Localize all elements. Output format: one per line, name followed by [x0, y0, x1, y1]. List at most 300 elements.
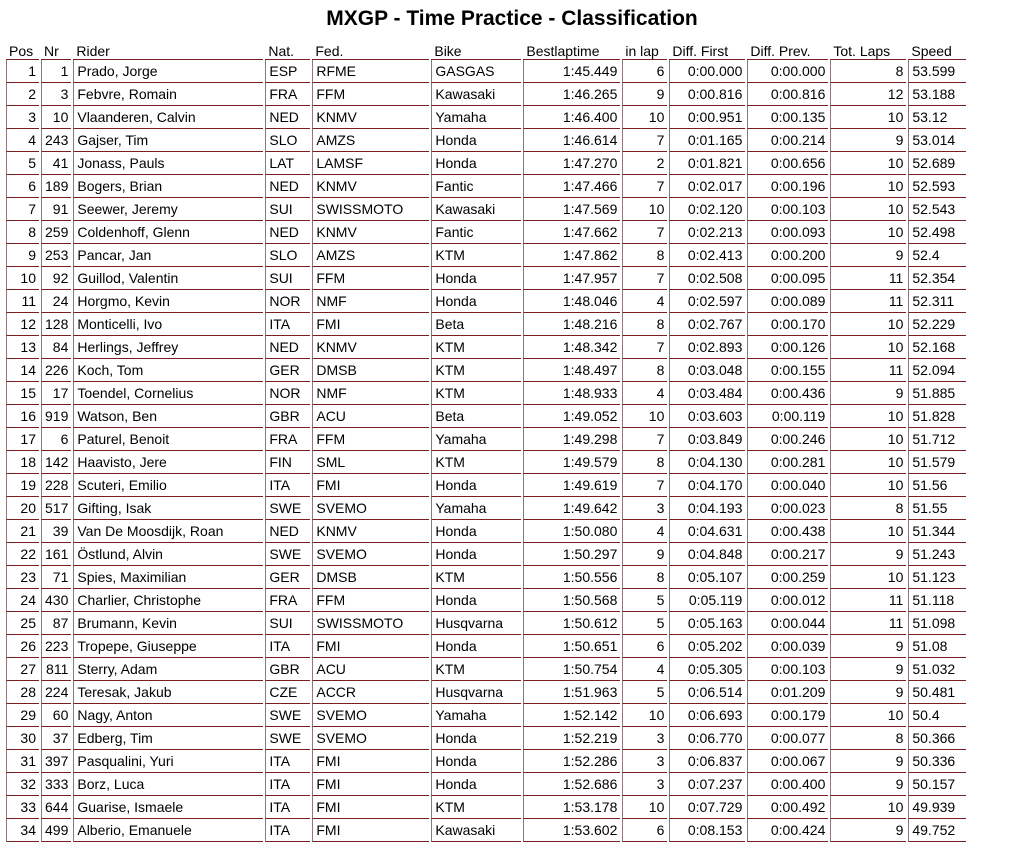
cell-in-lap: 4	[622, 658, 667, 681]
table-row	[6, 704, 966, 727]
cell-bestlaptime: 1:52.219	[523, 727, 620, 750]
table-row	[6, 60, 966, 83]
cell-rider: Haavisto, Jere	[73, 451, 263, 474]
cell-speed: 49.752	[908, 819, 966, 842]
cell-bike: Yamaha	[431, 428, 521, 451]
cell-pos: 23	[6, 566, 39, 589]
cell-nr: 84	[41, 336, 71, 359]
cell-rider: Tropepe, Giuseppe	[73, 635, 263, 658]
cell-diff-prev: 0:00.095	[747, 267, 828, 290]
table-row	[6, 428, 966, 451]
cell-bestlaptime: 1:52.286	[523, 750, 620, 773]
cell-nr: 37	[41, 727, 71, 750]
cell-bestlaptime: 1:49.579	[523, 451, 620, 474]
cell-bike: Honda	[431, 727, 521, 750]
cell-pos: 16	[6, 405, 39, 428]
cell-diff-first: 0:01.165	[669, 129, 745, 152]
cell-bike: Kawasaki	[431, 198, 521, 221]
cell-fed: DMSB	[312, 359, 429, 382]
cell-pos: 22	[6, 543, 39, 566]
cell-rider: Vlaanderen, Calvin	[73, 106, 263, 129]
cell-diff-first: 0:05.163	[669, 612, 745, 635]
cell-nr: 253	[41, 244, 71, 267]
cell-in-lap: 3	[622, 727, 667, 750]
cell-tot-laps: 9	[830, 819, 906, 842]
cell-diff-prev: 0:00.246	[747, 428, 828, 451]
cell-bestlaptime: 1:49.298	[523, 428, 620, 451]
cell-in-lap: 4	[622, 382, 667, 405]
cell-speed: 51.123	[908, 566, 966, 589]
cell-pos: 11	[6, 290, 39, 313]
cell-nr: 91	[41, 198, 71, 221]
cell-diff-prev: 0:00.000	[747, 60, 828, 83]
cell-speed: 52.4	[908, 244, 966, 267]
cell-pos: 20	[6, 497, 39, 520]
cell-rider: Teresak, Jakub	[73, 681, 263, 704]
cell-in-lap: 8	[622, 313, 667, 336]
cell-nat: ITA	[265, 796, 310, 819]
cell-speed: 52.229	[908, 313, 966, 336]
header-diff-first: Diff. First	[669, 38, 745, 60]
cell-in-lap: 3	[622, 773, 667, 796]
cell-fed: FMI	[312, 773, 429, 796]
cell-nat: ITA	[265, 773, 310, 796]
cell-bike: Kawasaki	[431, 83, 521, 106]
cell-fed: FFM	[312, 267, 429, 290]
cell-fed: FFM	[312, 83, 429, 106]
cell-diff-prev: 0:00.103	[747, 658, 828, 681]
table-row	[6, 658, 966, 681]
cell-bestlaptime: 1:49.052	[523, 405, 620, 428]
cell-rider: Coldenhoff, Glenn	[73, 221, 263, 244]
cell-bike: Beta	[431, 313, 521, 336]
cell-in-lap: 6	[622, 60, 667, 83]
header-tot-laps: Tot. Laps	[830, 38, 906, 60]
cell-diff-prev: 0:00.126	[747, 336, 828, 359]
cell-nat: FRA	[265, 428, 310, 451]
cell-diff-first: 0:05.107	[669, 566, 745, 589]
cell-in-lap: 8	[622, 244, 667, 267]
cell-nr: 644	[41, 796, 71, 819]
cell-pos: 3	[6, 106, 39, 129]
cell-fed: FMI	[312, 750, 429, 773]
classification-table	[4, 38, 968, 842]
cell-speed: 51.344	[908, 520, 966, 543]
cell-bestlaptime: 1:53.602	[523, 819, 620, 842]
cell-tot-laps: 12	[830, 83, 906, 106]
cell-bestlaptime: 1:48.933	[523, 382, 620, 405]
cell-bestlaptime: 1:47.957	[523, 267, 620, 290]
cell-bike: Honda	[431, 520, 521, 543]
cell-speed: 53.599	[908, 60, 966, 83]
cell-fed: SVEMO	[312, 497, 429, 520]
table-row	[6, 290, 966, 313]
table-row	[6, 244, 966, 267]
header-pos: Pos	[6, 38, 39, 60]
cell-nr: 1	[41, 60, 71, 83]
cell-speed: 51.08	[908, 635, 966, 658]
cell-in-lap: 8	[622, 566, 667, 589]
cell-fed: NMF	[312, 382, 429, 405]
cell-in-lap: 8	[622, 359, 667, 382]
cell-bestlaptime: 1:47.569	[523, 198, 620, 221]
cell-rider: Östlund, Alvin	[73, 543, 263, 566]
cell-pos: 30	[6, 727, 39, 750]
cell-bike: Honda	[431, 474, 521, 497]
cell-rider: Charlier, Christophe	[73, 589, 263, 612]
cell-speed: 52.593	[908, 175, 966, 198]
cell-diff-prev: 0:00.424	[747, 819, 828, 842]
cell-tot-laps: 10	[830, 175, 906, 198]
cell-diff-prev: 0:00.012	[747, 589, 828, 612]
cell-diff-prev: 0:00.077	[747, 727, 828, 750]
cell-rider: Sterry, Adam	[73, 658, 263, 681]
page-title: MXGP - Time Practice - Classification	[326, 7, 698, 30]
cell-bike: GASGAS	[431, 60, 521, 83]
cell-speed: 52.168	[908, 336, 966, 359]
cell-rider: Edberg, Tim	[73, 727, 263, 750]
cell-diff-prev: 0:00.103	[747, 198, 828, 221]
cell-in-lap: 10	[622, 405, 667, 428]
cell-speed: 51.118	[908, 589, 966, 612]
header-nat: Nat.	[265, 38, 310, 60]
cell-nr: 228	[41, 474, 71, 497]
cell-tot-laps: 10	[830, 336, 906, 359]
cell-nat: SLO	[265, 129, 310, 152]
cell-tot-laps: 9	[830, 773, 906, 796]
cell-bestlaptime: 1:52.142	[523, 704, 620, 727]
cell-tot-laps: 11	[830, 267, 906, 290]
cell-bestlaptime: 1:50.556	[523, 566, 620, 589]
cell-diff-prev: 0:00.135	[747, 106, 828, 129]
cell-diff-first: 0:02.413	[669, 244, 745, 267]
cell-in-lap: 4	[622, 520, 667, 543]
cell-nr: 39	[41, 520, 71, 543]
cell-in-lap: 5	[622, 589, 667, 612]
cell-diff-first: 0:05.119	[669, 589, 745, 612]
cell-in-lap: 5	[622, 681, 667, 704]
cell-fed: KNMV	[312, 175, 429, 198]
table-row	[6, 198, 966, 221]
cell-pos: 28	[6, 681, 39, 704]
cell-bike: Honda	[431, 267, 521, 290]
cell-speed: 53.188	[908, 83, 966, 106]
cell-fed: AMZS	[312, 129, 429, 152]
cell-diff-prev: 0:00.214	[747, 129, 828, 152]
cell-bike: Fantic	[431, 221, 521, 244]
cell-nr: 430	[41, 589, 71, 612]
cell-diff-prev: 0:00.436	[747, 382, 828, 405]
cell-fed: ACCR	[312, 681, 429, 704]
cell-rider: Koch, Tom	[73, 359, 263, 382]
cell-tot-laps: 8	[830, 497, 906, 520]
table-row	[6, 405, 966, 428]
cell-nat: SUI	[265, 198, 310, 221]
cell-bike: KTM	[431, 244, 521, 267]
cell-in-lap: 7	[622, 175, 667, 198]
cell-diff-first: 0:03.849	[669, 428, 745, 451]
cell-bestlaptime: 1:48.046	[523, 290, 620, 313]
cell-diff-first: 0:02.017	[669, 175, 745, 198]
cell-tot-laps: 10	[830, 198, 906, 221]
cell-bike: KTM	[431, 336, 521, 359]
cell-diff-prev: 0:00.200	[747, 244, 828, 267]
cell-bike: Honda	[431, 589, 521, 612]
cell-tot-laps: 11	[830, 359, 906, 382]
cell-fed: ACU	[312, 405, 429, 428]
cell-in-lap: 7	[622, 428, 667, 451]
table-row	[6, 566, 966, 589]
cell-rider: Monticelli, Ivo	[73, 313, 263, 336]
cell-tot-laps: 11	[830, 290, 906, 313]
cell-fed: ACU	[312, 658, 429, 681]
cell-diff-prev: 0:00.217	[747, 543, 828, 566]
cell-tot-laps: 9	[830, 129, 906, 152]
cell-bike: KTM	[431, 359, 521, 382]
cell-in-lap: 7	[622, 336, 667, 359]
cell-bestlaptime: 1:47.662	[523, 221, 620, 244]
table-row	[6, 750, 966, 773]
cell-nat: SUI	[265, 267, 310, 290]
cell-rider: Febvre, Romain	[73, 83, 263, 106]
header-fed: Fed.	[312, 38, 429, 60]
cell-tot-laps: 10	[830, 428, 906, 451]
cell-bike: Honda	[431, 635, 521, 658]
cell-nat: ESP	[265, 60, 310, 83]
cell-diff-first: 0:04.170	[669, 474, 745, 497]
cell-pos: 9	[6, 244, 39, 267]
cell-bike: Honda	[431, 290, 521, 313]
cell-in-lap: 10	[622, 704, 667, 727]
cell-speed: 51.56	[908, 474, 966, 497]
cell-tot-laps: 11	[830, 612, 906, 635]
cell-rider: Guarise, Ismaele	[73, 796, 263, 819]
cell-bike: Husqvarna	[431, 612, 521, 635]
cell-pos: 13	[6, 336, 39, 359]
cell-speed: 50.336	[908, 750, 966, 773]
cell-speed: 52.689	[908, 152, 966, 175]
cell-pos: 21	[6, 520, 39, 543]
cell-diff-first: 0:07.237	[669, 773, 745, 796]
cell-pos: 17	[6, 428, 39, 451]
cell-tot-laps: 8	[830, 60, 906, 83]
table-row	[6, 474, 966, 497]
cell-diff-prev: 0:00.281	[747, 451, 828, 474]
cell-nr: 128	[41, 313, 71, 336]
cell-pos: 15	[6, 382, 39, 405]
cell-nat: NED	[265, 175, 310, 198]
cell-bike: Honda	[431, 129, 521, 152]
cell-speed: 52.354	[908, 267, 966, 290]
cell-pos: 25	[6, 612, 39, 635]
cell-in-lap: 7	[622, 474, 667, 497]
cell-diff-first: 0:06.837	[669, 750, 745, 773]
cell-in-lap: 6	[622, 819, 667, 842]
cell-bestlaptime: 1:50.754	[523, 658, 620, 681]
cell-diff-first: 0:05.202	[669, 635, 745, 658]
cell-fed: KNMV	[312, 221, 429, 244]
cell-nat: SWE	[265, 727, 310, 750]
cell-tot-laps: 10	[830, 566, 906, 589]
cell-in-lap: 6	[622, 635, 667, 658]
cell-nat: GBR	[265, 405, 310, 428]
cell-rider: Bogers, Brian	[73, 175, 263, 198]
cell-fed: SWISSMOTO	[312, 612, 429, 635]
cell-rider: Pasqualini, Yuri	[73, 750, 263, 773]
cell-nr: 10	[41, 106, 71, 129]
cell-diff-prev: 0:00.438	[747, 520, 828, 543]
cell-diff-first: 0:07.729	[669, 796, 745, 819]
cell-diff-first: 0:03.603	[669, 405, 745, 428]
cell-nr: 87	[41, 612, 71, 635]
cell-nr: 24	[41, 290, 71, 313]
table-row	[6, 336, 966, 359]
cell-pos: 14	[6, 359, 39, 382]
cell-nr: 142	[41, 451, 71, 474]
cell-nr: 189	[41, 175, 71, 198]
cell-tot-laps: 10	[830, 704, 906, 727]
table-row	[6, 543, 966, 566]
cell-diff-first: 0:00.816	[669, 83, 745, 106]
cell-tot-laps: 10	[830, 451, 906, 474]
cell-diff-first: 0:00.000	[669, 60, 745, 83]
cell-bike: KTM	[431, 451, 521, 474]
cell-fed: AMZS	[312, 244, 429, 267]
cell-bestlaptime: 1:49.619	[523, 474, 620, 497]
cell-pos: 24	[6, 589, 39, 612]
cell-pos: 5	[6, 152, 39, 175]
cell-nat: NED	[265, 106, 310, 129]
cell-nr: 243	[41, 129, 71, 152]
cell-tot-laps: 8	[830, 727, 906, 750]
cell-fed: FFM	[312, 428, 429, 451]
cell-in-lap: 2	[622, 152, 667, 175]
cell-pos: 18	[6, 451, 39, 474]
cell-speed: 53.014	[908, 129, 966, 152]
cell-bike: KTM	[431, 658, 521, 681]
cell-rider: Alberio, Emanuele	[73, 819, 263, 842]
cell-in-lap: 10	[622, 796, 667, 819]
cell-nat: FRA	[265, 589, 310, 612]
cell-diff-first: 0:02.597	[669, 290, 745, 313]
cell-tot-laps: 10	[830, 796, 906, 819]
cell-diff-first: 0:04.631	[669, 520, 745, 543]
cell-rider: Watson, Ben	[73, 405, 263, 428]
cell-fed: SWISSMOTO	[312, 198, 429, 221]
table-row	[6, 382, 966, 405]
table-row	[6, 359, 966, 382]
cell-diff-first: 0:06.514	[669, 681, 745, 704]
table-row	[6, 497, 966, 520]
cell-rider: Nagy, Anton	[73, 704, 263, 727]
cell-nr: 224	[41, 681, 71, 704]
cell-bike: KTM	[431, 796, 521, 819]
cell-rider: Pancar, Jan	[73, 244, 263, 267]
cell-nat: GBR	[265, 658, 310, 681]
cell-diff-first: 0:05.305	[669, 658, 745, 681]
cell-pos: 31	[6, 750, 39, 773]
cell-nr: 17	[41, 382, 71, 405]
table-row	[6, 635, 966, 658]
cell-rider: Brumann, Kevin	[73, 612, 263, 635]
cell-diff-prev: 0:01.209	[747, 681, 828, 704]
cell-nr: 397	[41, 750, 71, 773]
cell-diff-prev: 0:00.040	[747, 474, 828, 497]
cell-bestlaptime: 1:50.612	[523, 612, 620, 635]
cell-pos: 6	[6, 175, 39, 198]
cell-nr: 517	[41, 497, 71, 520]
cell-bestlaptime: 1:50.568	[523, 589, 620, 612]
cell-fed: FMI	[312, 819, 429, 842]
table-row	[6, 796, 966, 819]
cell-bike: KTM	[431, 566, 521, 589]
cell-fed: KNMV	[312, 106, 429, 129]
cell-nat: ITA	[265, 474, 310, 497]
cell-speed: 51.579	[908, 451, 966, 474]
cell-bestlaptime: 1:47.466	[523, 175, 620, 198]
cell-bike: Yamaha	[431, 497, 521, 520]
cell-pos: 26	[6, 635, 39, 658]
cell-speed: 49.939	[908, 796, 966, 819]
cell-fed: LAMSF	[312, 152, 429, 175]
cell-bike: KTM	[431, 382, 521, 405]
cell-diff-prev: 0:00.044	[747, 612, 828, 635]
cell-fed: RFME	[312, 60, 429, 83]
cell-nat: ITA	[265, 635, 310, 658]
cell-diff-prev: 0:00.119	[747, 405, 828, 428]
cell-bestlaptime: 1:53.178	[523, 796, 620, 819]
cell-nat: LAT	[265, 152, 310, 175]
cell-bestlaptime: 1:48.342	[523, 336, 620, 359]
cell-in-lap: 9	[622, 543, 667, 566]
cell-speed: 51.032	[908, 658, 966, 681]
cell-nat: GER	[265, 566, 310, 589]
header-bike: Bike	[431, 38, 521, 60]
cell-bestlaptime: 1:50.651	[523, 635, 620, 658]
cell-nat: FRA	[265, 83, 310, 106]
cell-diff-first: 0:06.693	[669, 704, 745, 727]
cell-diff-prev: 0:00.179	[747, 704, 828, 727]
cell-nr: 6	[41, 428, 71, 451]
cell-speed: 52.094	[908, 359, 966, 382]
cell-fed: KNMV	[312, 520, 429, 543]
cell-nat: ITA	[265, 313, 310, 336]
cell-speed: 50.157	[908, 773, 966, 796]
header-in-lap: in lap	[622, 38, 667, 60]
table-row	[6, 221, 966, 244]
cell-fed: FMI	[312, 635, 429, 658]
cell-diff-first: 0:01.821	[669, 152, 745, 175]
cell-nr: 41	[41, 152, 71, 175]
cell-tot-laps: 9	[830, 635, 906, 658]
cell-fed: DMSB	[312, 566, 429, 589]
table-row	[6, 175, 966, 198]
cell-fed: KNMV	[312, 336, 429, 359]
cell-tot-laps: 9	[830, 382, 906, 405]
cell-rider: Jonass, Pauls	[73, 152, 263, 175]
cell-nat: NED	[265, 336, 310, 359]
cell-diff-prev: 0:00.155	[747, 359, 828, 382]
cell-speed: 50.481	[908, 681, 966, 704]
cell-pos: 1	[6, 60, 39, 83]
header-speed: Speed	[908, 38, 966, 60]
table-row	[6, 313, 966, 336]
cell-rider: Guillod, Valentin	[73, 267, 263, 290]
cell-nr: 223	[41, 635, 71, 658]
cell-diff-first: 0:08.153	[669, 819, 745, 842]
cell-nr: 499	[41, 819, 71, 842]
cell-diff-prev: 0:00.023	[747, 497, 828, 520]
